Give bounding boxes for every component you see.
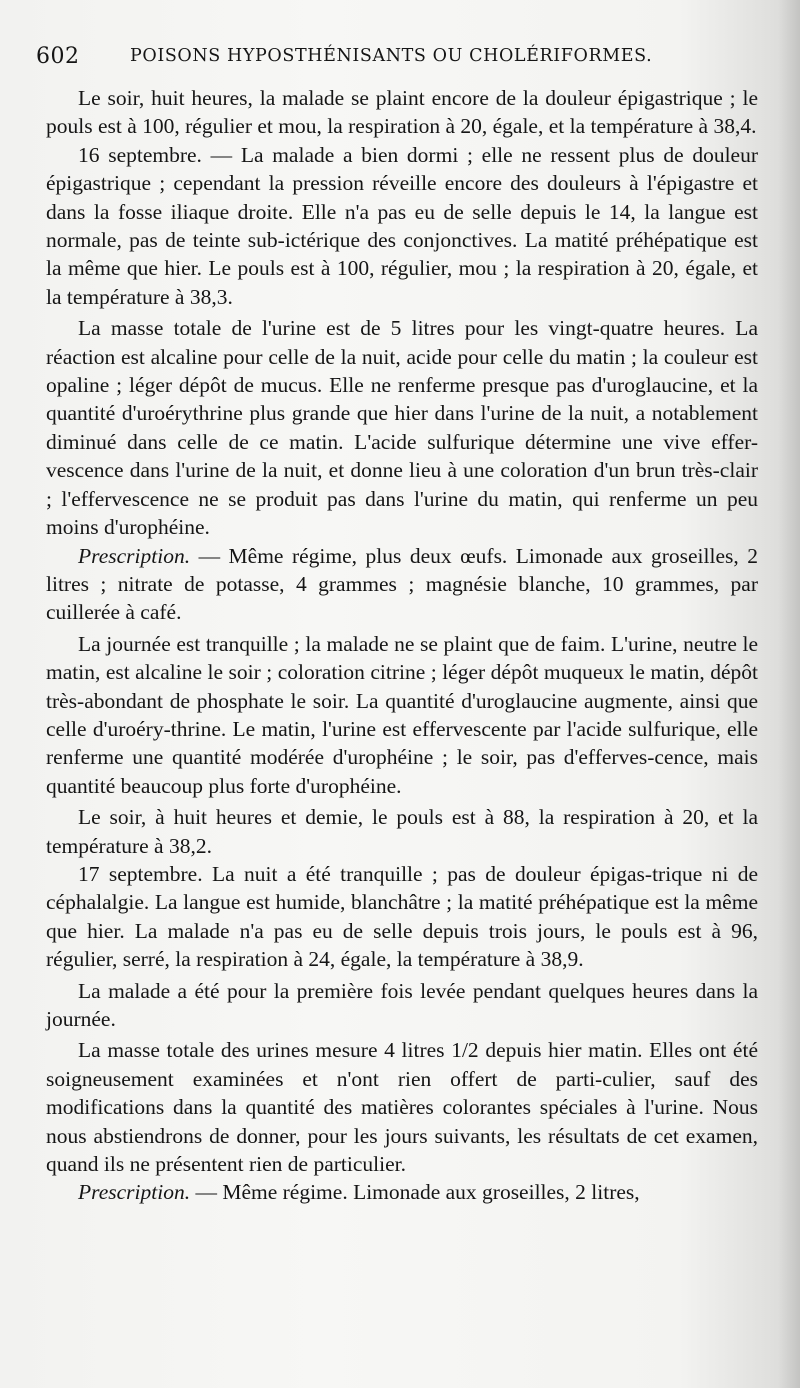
paragraph-urine-analysis: La masse totale de l'urine est de 5 litres pour les vingt-quatre heures. La réaction est alcaline pour celle de la nuit, acide pour celle du matin ; la couleur est opaline ; léger dépôt de mucus. Elle ne renferme presque pas d'uroglaucine, et la quantité d'uroérythrine plus grande que hier dans l'urine de la nuit, a notablement diminué dans celle de ce matin. L'acide sulfurique détermine une vive effer-vescence dans l'urine de la nuit, et donne lieu à une coloration d'un brun très-clair ; l'effervescence ne se produit pas dans l'urine du matin, qui renferme un peu moins d'urophéine. <box>46 316 758 540</box>
page-number: 602 <box>36 44 80 69</box>
paragraph-prescription: Prescription. — Même régime, plus deux œufs. Limonade aux groseilles, 2 litres ; nitrate de potasse, 4 grammes ; magnésie blanche, 10 grammes, par cuillerée à café. <box>46 543 758 625</box>
paragraph-16-september: 16 septembre. — La malade a bien dormi ; elle ne ressent plus de douleur épigastrique ; cependant la pression réveille encore des douleurs à l'épigastre et dans la fosse iliaque droite. Elle n'a pas eu de selle depuis le 14, la langue est normale, pas de teinte sub-ictérique des conjonctives. La matité préhépatique est la même que hier. Le pouls est à 100, régulier, mou ; la respiration à 20, égale, et la température à 38,3. <box>46 142 758 309</box>
prescription-label: Prescription. <box>78 543 191 568</box>
page-edge-shadow <box>778 0 800 1388</box>
body-text <box>46 84 758 1207</box>
paragraph-day-tranquil: La journée est tranquille ; la malade ne se plaint que de faim. L'urine, neutre le matin, est alcaline le soir ; coloration citrine ; léger dépôt muqueux le matin, dépôt très-abondant de phosphate le soir. La quantité d'uroglaucine augmente, ainsi que celle d'uroéry-thrine. Le matin, l'urine est effervescente par l'acide sulfurique, elle renferme une quantité modérée d'urophéine ; le soir, pas d'efferves-cence, mais quantité beaucoup plus forte d'urophéine. <box>46 631 758 798</box>
prescription-label: Prescription. <box>78 1180 191 1205</box>
paragraph-urine-total: La masse totale des urines mesure 4 litres 1/2 depuis hier matin. Elles ont été soigneusement examinées et n'ont rien offert de parti-culier, sauf des modifications dans la quantité des matières colorantes spéciales à l'urine. Nous nous abstiendrons de donner, pour les jours suivants, les résultats de cet examen, quand ils ne présentent rien de particulier. <box>46 1038 758 1177</box>
paragraph-first-time-up: La malade a été pour la première fois levée pendant quelques heures dans la journée. <box>46 978 758 1031</box>
paragraph-prescription-2: Prescription. — Même régime. Limonade aux groseilles, 2 litres, <box>78 1180 640 1205</box>
running-title: POISONS HYPOSTHÉNISANTS OU CHOLÉRIFORMES. <box>130 46 653 66</box>
paragraph-evening-pulse: Le soir, à huit heures et demie, le pouls est à 88, la respiration à 20, et la température à 38,2. <box>46 805 758 858</box>
paragraph-17-september: 17 septembre. La nuit a été tranquille ; pas de douleur épigas-trique ni de céphalalgie. La langue est humide, blanchâtre ; la matité préhépatique est la même que hier. La malade n'a pas eu de selle depuis trois jours, le pouls est à 96, régulier, serré, la respiration à 24, égale, la température à 38,9. <box>46 861 758 972</box>
paragraph-evening-observation: Le soir, huit heures, la malade se plaint encore de la douleur épigastrique ; le pouls est à 100, régulier et mou, la respiration à 20, égale, et la température à 38,4. <box>46 86 758 139</box>
running-head <box>36 40 756 76</box>
